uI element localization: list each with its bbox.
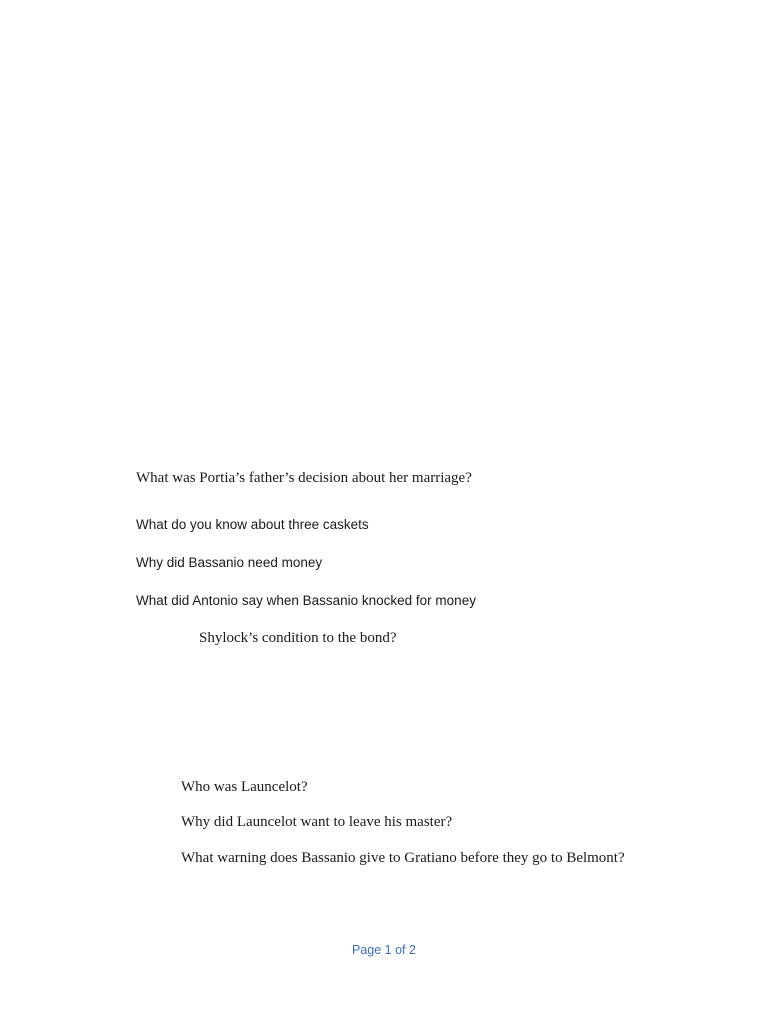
question-three-caskets: What do you know about three caskets <box>136 517 369 532</box>
question-bassanio-money: Why did Bassanio need money <box>136 555 323 570</box>
question-antonio-reply: What did Antonio say when Bassanio knocked for money <box>136 593 476 608</box>
page-number-footer: Page 1 of 2 <box>352 943 416 957</box>
question-shylock-condition: Shylock’s condition to the bond? <box>199 630 397 646</box>
question-launcelot-leave: Why did Launcelot want to leave his master? <box>181 814 453 830</box>
question-portia-father: What was Portia’s father’s decision about her marriage? <box>136 470 472 486</box>
question-bassanio-warning: What warning does Bassanio give to Gratiano before they go to Belmont? <box>181 850 625 866</box>
question-launcelot: Who was Launcelot? <box>181 779 308 795</box>
